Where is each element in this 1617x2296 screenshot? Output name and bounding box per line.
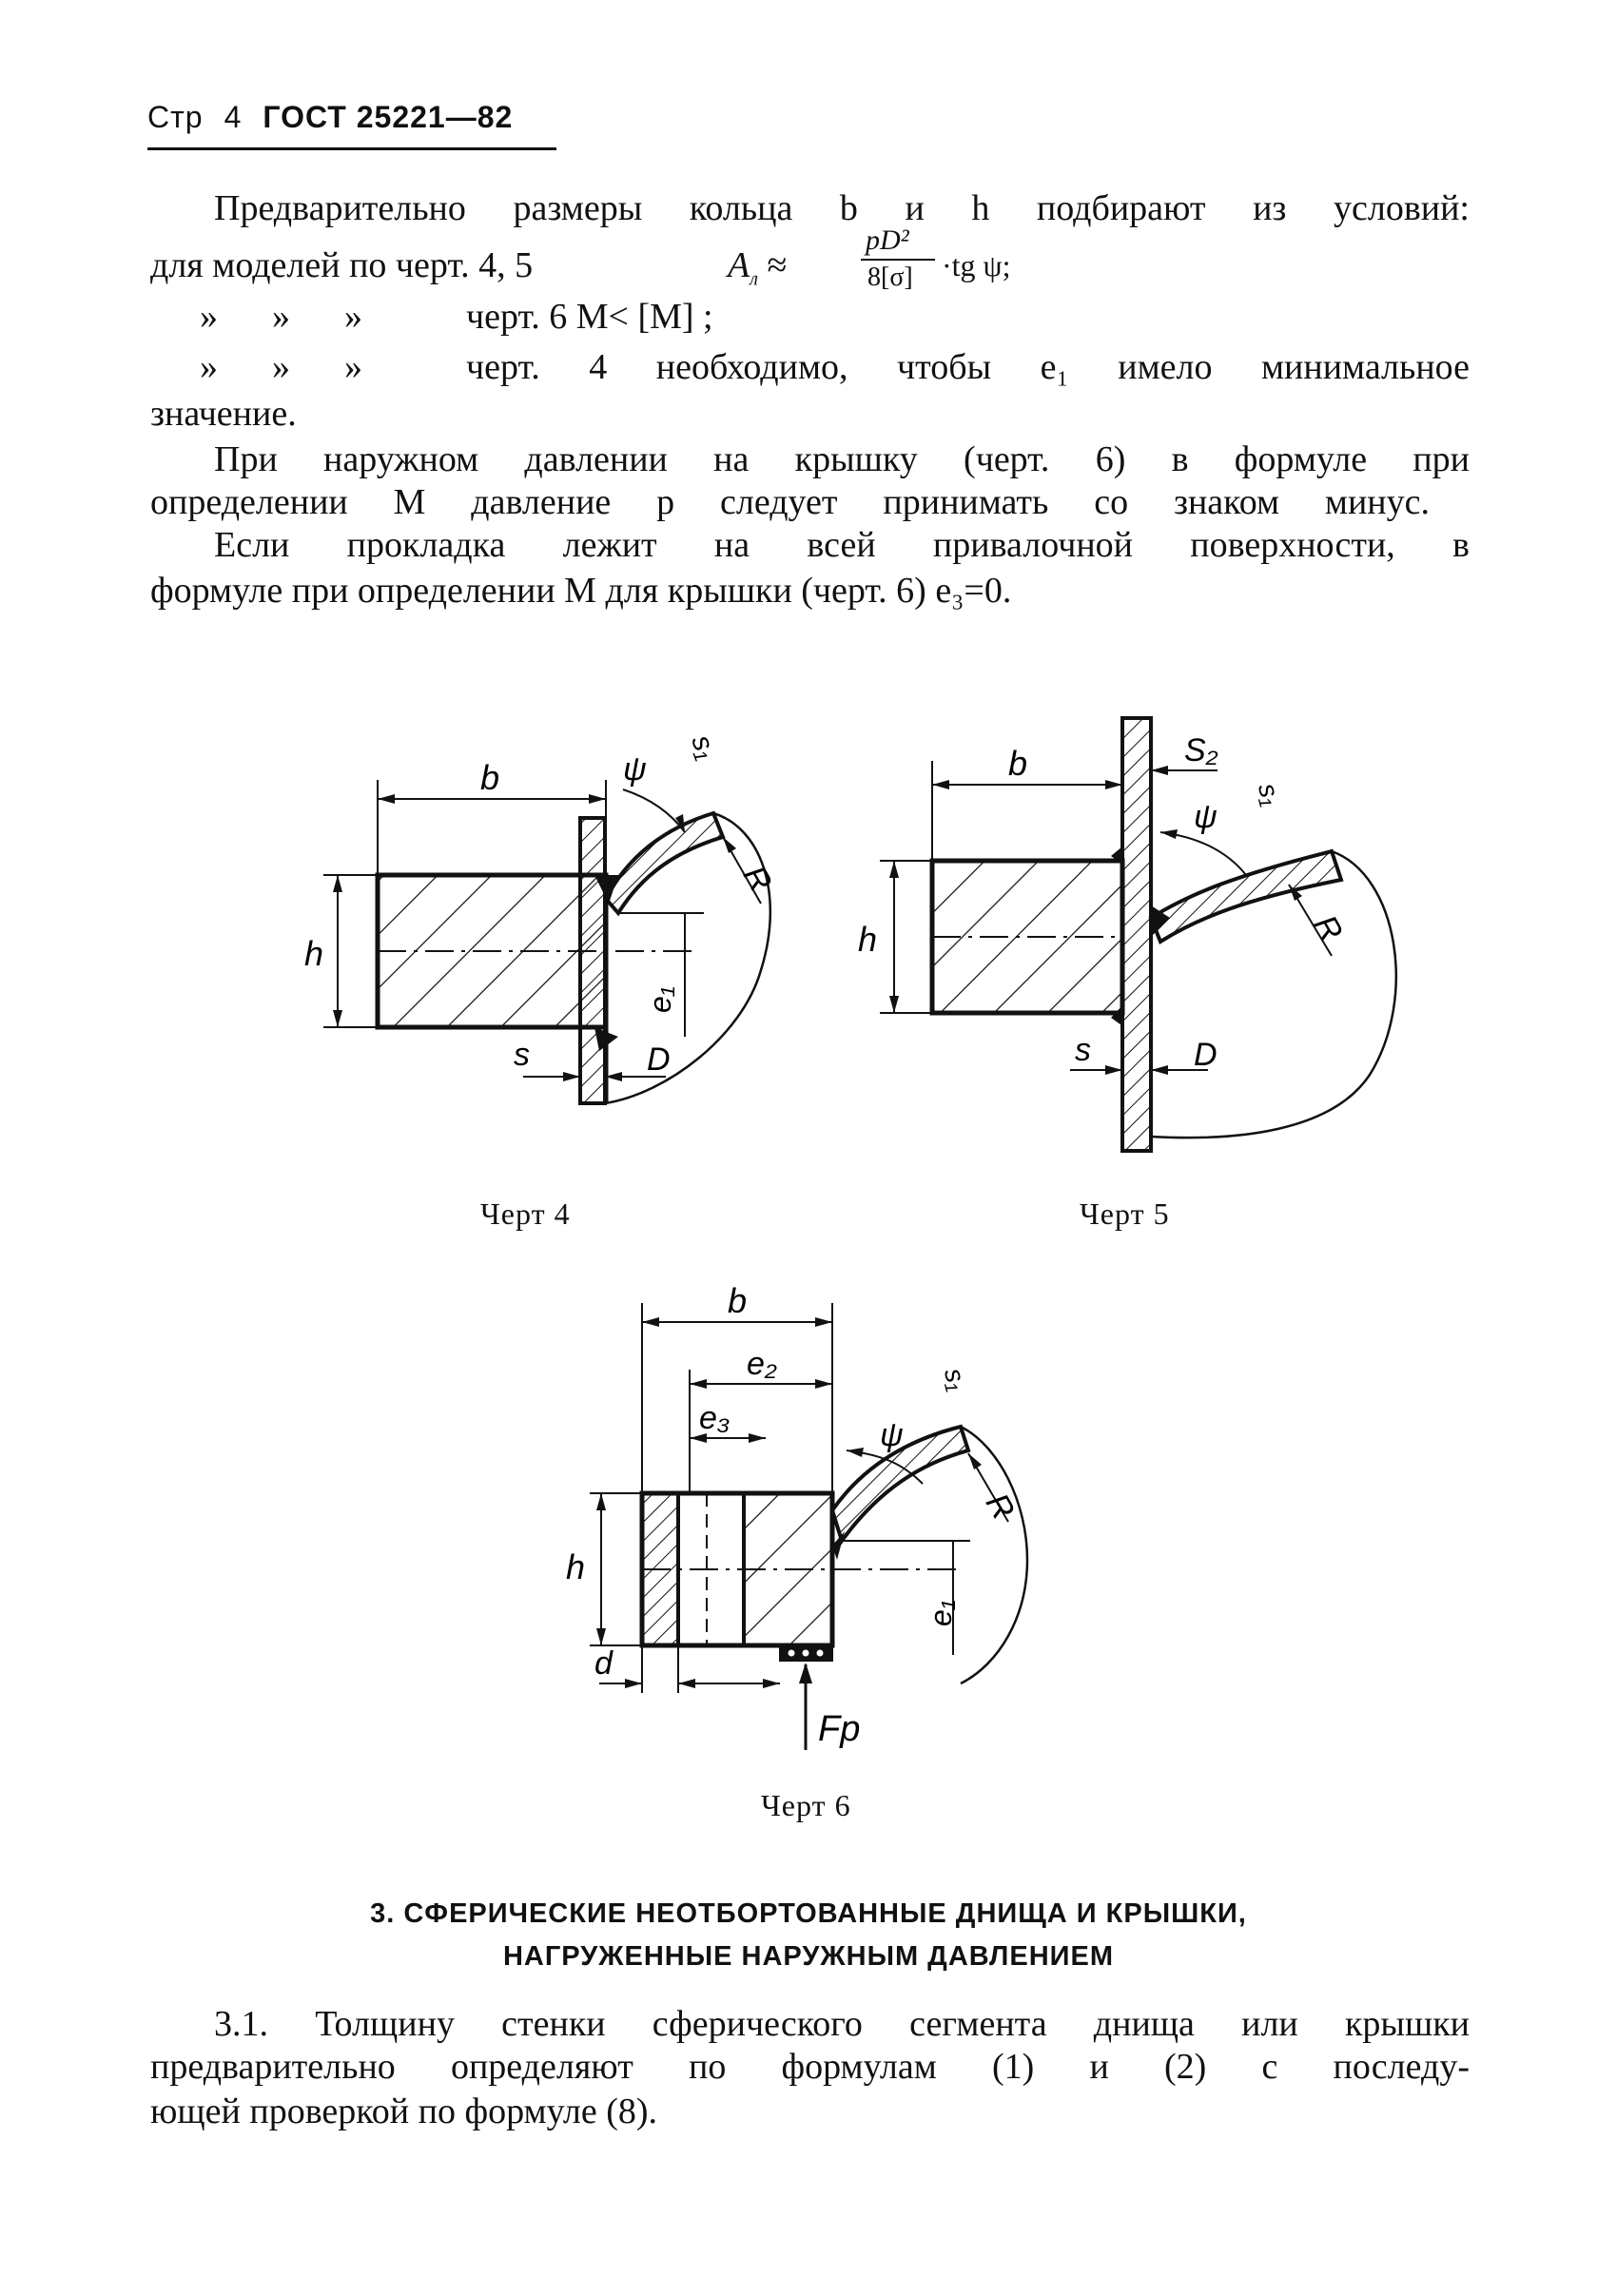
fig6-label-d: d: [594, 1645, 613, 1682]
fig4-label-D: D: [647, 1041, 671, 1078]
fig4-spherical-head: [606, 813, 723, 913]
para2-line1: При наружном давлении на крышку (черт. 6) в формуле при: [214, 439, 1470, 479]
fig6-label-R: R: [978, 1487, 1022, 1527]
fig6-label-psi: ψ: [880, 1417, 904, 1453]
fig4-label-R: R: [735, 859, 779, 899]
para2-line2: определении M давление p следует принимать со знаком минус.: [150, 482, 1430, 522]
header-rule: [147, 147, 556, 150]
para1-line3-text: черт. 6 M< [M] ;: [466, 297, 713, 337]
para3-line2: формуле при определении M для крышки (черт. 6) e₃=0.: [150, 571, 1012, 611]
figure-5-caption: Черт 5: [1080, 1197, 1170, 1231]
para4-line1: 3.1. Толщину стенки сферического сегмента днища или крышки: [214, 2004, 1470, 2044]
formula-numerator: pD²: [866, 224, 909, 256]
para4-line3: ющей проверкой по формуле (8).: [150, 2092, 658, 2131]
fig4-label-b: b: [480, 758, 500, 797]
formula-denominator: 8[σ]: [867, 263, 913, 292]
fig6-label-e1: e₁: [924, 1600, 958, 1626]
fig6-label-s1: s₁: [938, 1365, 973, 1394]
page-number: 4: [224, 100, 243, 134]
section-title-line2: НАГРУЖЕННЫЕ НАРУЖНЫМ ДАВЛЕНИЕМ: [502, 1941, 1114, 1972]
para3-line1: Если прокладка лежит на всей привалочной поверхности, в: [214, 525, 1470, 565]
fig6-label-e2: e₂: [747, 1346, 777, 1382]
para1-line2: [150, 243, 533, 287]
fig6-label-b: b: [728, 1281, 748, 1320]
para4-line2: предварительно определяют по формулам (1) и (2) с последу-: [150, 2047, 1470, 2087]
doc-code: ГОСТ 25221—82: [263, 100, 514, 134]
fig4-label-s1: s₁: [685, 730, 723, 764]
fig5-label-s: s: [1075, 1032, 1091, 1068]
figure-4-caption: Черт 4: [480, 1197, 571, 1231]
fig4-shell-wall: [580, 818, 605, 1103]
fig5-label-psi: ψ: [1194, 799, 1218, 835]
fig6-label-h: h: [566, 1547, 586, 1586]
fig5-label-D: D: [1194, 1037, 1218, 1073]
page-abbr: Стр: [147, 100, 204, 134]
para1-line3-quotes: » » »: [200, 297, 362, 337]
fig6-label-Fp: Fp: [818, 1709, 861, 1749]
fig4-label-s: s: [514, 1037, 530, 1073]
fig6-contour: [961, 1427, 1027, 1683]
page-header: [147, 100, 513, 135]
para1-line5: значение.: [150, 394, 297, 434]
fig4-label-psi: ψ: [623, 751, 647, 788]
fig6-label-e3: e₃: [699, 1400, 731, 1436]
fig5-shell-wall: [1122, 718, 1151, 1151]
formula-tail: ·tg ψ;: [942, 248, 1011, 282]
para1-line4-text: черт. 4 необходимо, чтобы e₁ имело минимальное: [466, 347, 1470, 387]
section-title-line1: 3. СФЕРИЧЕСКИЕ НЕОТБОРТОВАННЫЕ ДНИЩА И КРЫШКИ,: [370, 1898, 1247, 1929]
fig5-label-h: h: [858, 920, 878, 959]
fig4-label-e1: e₁: [643, 986, 677, 1013]
formula-lhs: [728, 243, 787, 302]
figure-6-diagram: [514, 1274, 1122, 1769]
figure-4-diagram: [266, 723, 837, 1160]
fig5-label-b: b: [1008, 744, 1028, 783]
fig5-label-s1: s₁: [1252, 780, 1287, 809]
para1-line4-quotes: » » »: [200, 347, 362, 387]
formula-sub: л: [750, 268, 758, 290]
para1-line2-text: для моделей по черт. 4, 5: [150, 245, 534, 285]
formula-A: A: [728, 245, 750, 285]
formula-fraction-bar: [861, 259, 935, 261]
fig4-label-h: h: [304, 934, 324, 973]
figure-5-diagram: [837, 685, 1427, 1151]
para1-line1: Предварительно размеры кольца b и h подбирают из условий:: [214, 188, 1470, 228]
formula-approx: ≈: [767, 245, 788, 285]
figure-6-caption: Черт 6: [761, 1788, 851, 1822]
fig5-label-s2: S₂: [1184, 732, 1218, 769]
fig5-label-R: R: [1306, 908, 1350, 948]
fig4-contour: [605, 813, 770, 1103]
